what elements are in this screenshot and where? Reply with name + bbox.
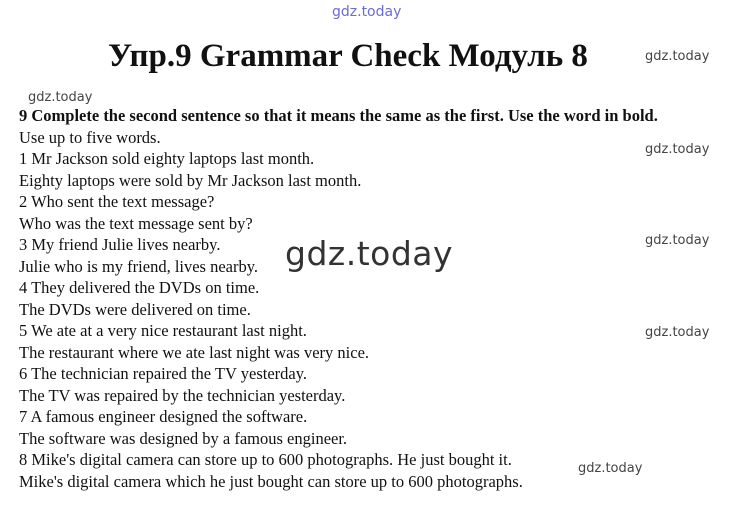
watermark-right-1: gdz.today xyxy=(645,142,710,157)
item-answer: Mike's digital camera which he just bought can store up to 600 photographs. xyxy=(19,471,523,491)
watermark-right-2: gdz.today xyxy=(645,233,710,248)
exercise-body xyxy=(19,105,739,492)
item-answer: The restaurant where we ate last night was very nice. xyxy=(19,342,370,362)
watermark-title-right: gdz.today xyxy=(645,49,710,64)
watermark-center: gdz.today xyxy=(285,234,454,273)
watermark-left-header: gdz.today xyxy=(28,90,93,105)
watermark-bottom: gdz.today xyxy=(578,461,643,476)
exercise-instruction-continued: Use up to five words. xyxy=(19,127,161,147)
item-answer: Julie who is my friend, lives nearby. xyxy=(19,256,259,276)
item-answer: The software was designed by a famous engineer. xyxy=(19,428,348,448)
item-original: 5 We ate at a very nice restaurant last night. xyxy=(19,321,307,340)
watermark-top: gdz.today xyxy=(332,4,402,20)
page-title: Упр.9 Grammar Check Модуль 8 xyxy=(108,38,588,74)
item-original: 7 A famous engineer designed the software. xyxy=(19,407,308,426)
item-original: 3 My friend Julie lives nearby. xyxy=(19,235,221,254)
watermark-right-3: gdz.today xyxy=(645,325,710,340)
exercise-instruction: 9 Complete the second sentence so that it means the same as the first. Use the word in bold. xyxy=(19,106,658,125)
item-original: 8 Mike's digital camera can store up to 600 photographs. He just bought it. xyxy=(19,450,512,469)
item-answer: The DVDs were delivered on time. xyxy=(19,299,251,319)
item-answer: Eighty laptops were sold by Mr Jackson last month. xyxy=(19,170,362,190)
item-original: 1 Mr Jackson sold eighty laptops last month. xyxy=(19,149,315,168)
item-answer: Who was the text message sent by? xyxy=(19,213,253,233)
item-original: 6 The technician repaired the TV yesterday. xyxy=(19,364,308,383)
item-answer: The TV was repaired by the technician yesterday. xyxy=(19,385,346,405)
item-original: 2 Who sent the text message? xyxy=(19,192,215,211)
item-original: 4 They delivered the DVDs on time. xyxy=(19,278,260,297)
